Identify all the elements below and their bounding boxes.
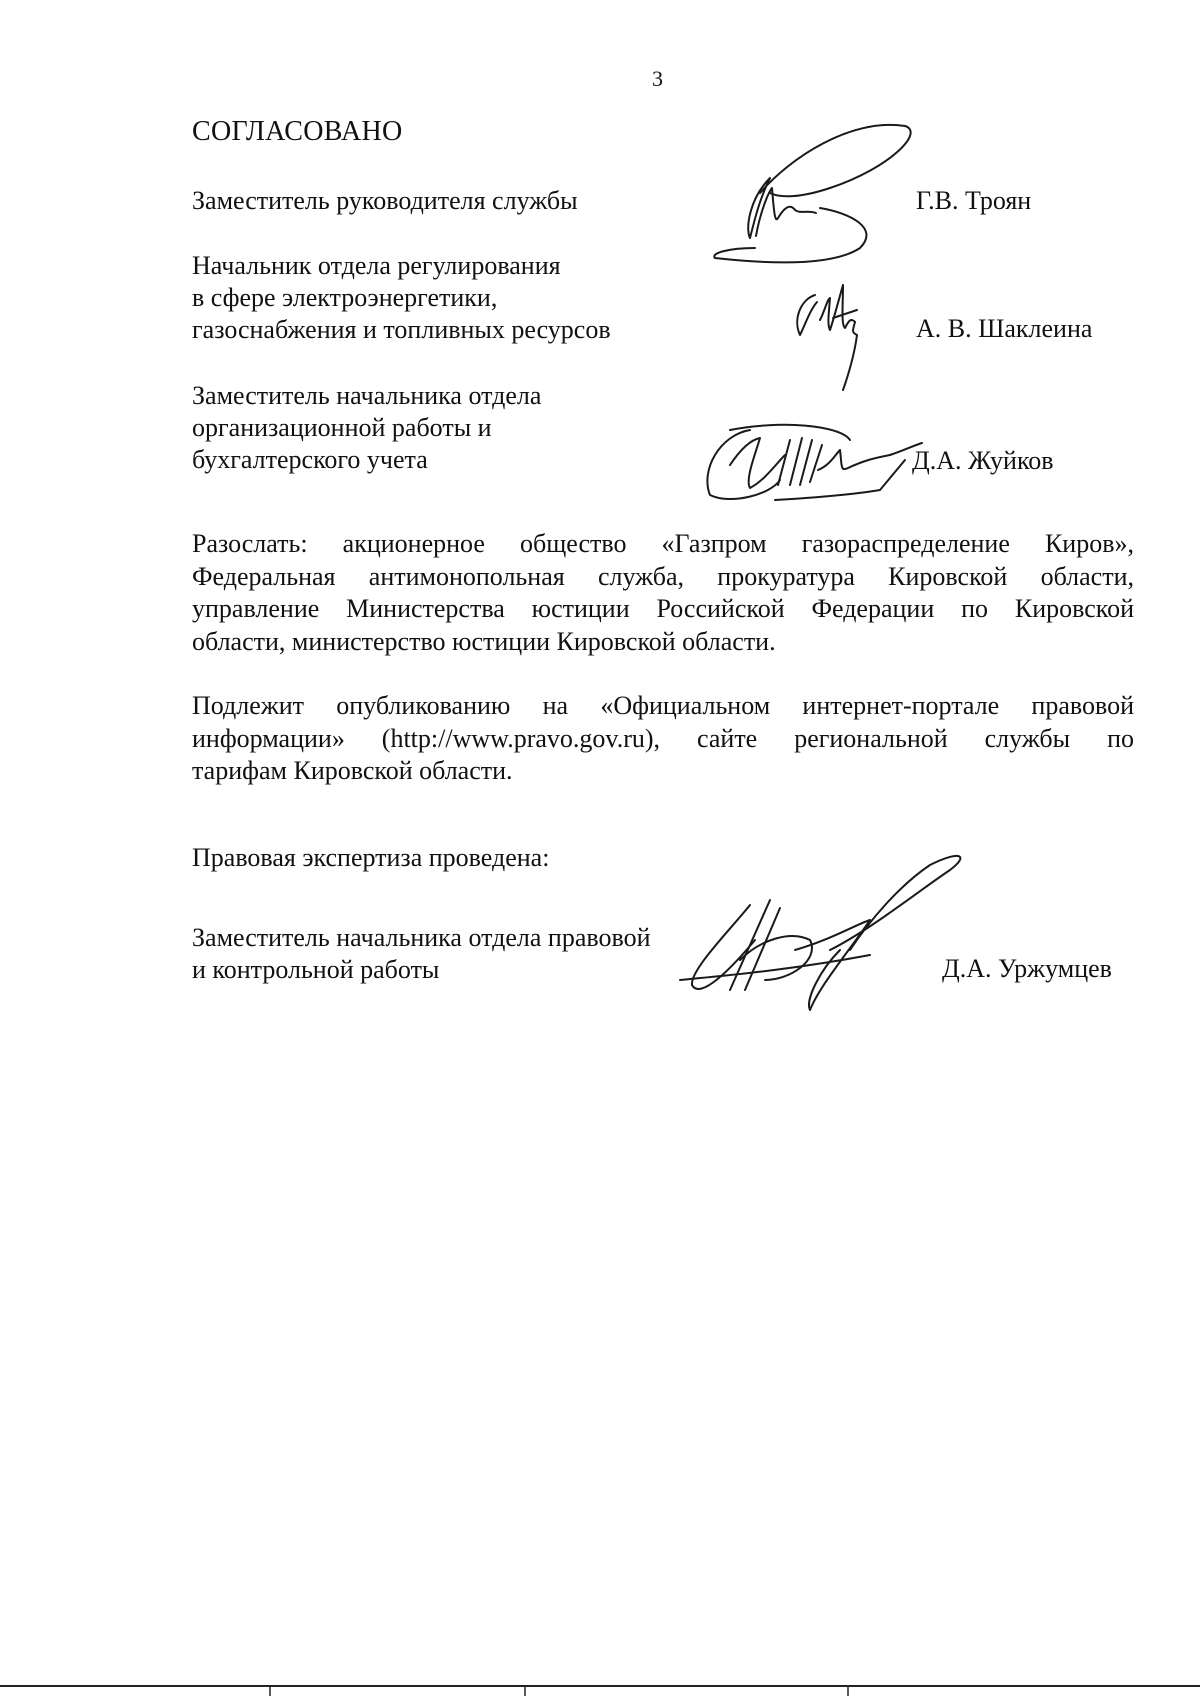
position-line: в сфере электроэнергетики, bbox=[192, 283, 498, 312]
signatory-position bbox=[192, 185, 578, 217]
footer-rule bbox=[0, 1682, 1200, 1698]
signature-zhuikov bbox=[690, 410, 930, 510]
position-line: Заместитель начальника отдела правовой bbox=[192, 923, 651, 952]
signatory-position bbox=[192, 380, 541, 476]
signature-shakleina bbox=[785, 280, 895, 400]
legal-review-name: Д.А. Уржумцев bbox=[942, 954, 1112, 983]
signatory-name: А. В. Шаклеина bbox=[916, 314, 1093, 343]
paragraph-line: области, министерство юстиции Кировской области. bbox=[192, 626, 776, 656]
signatory-position bbox=[192, 250, 611, 346]
position-line: Начальник отдела регулирования bbox=[192, 251, 561, 280]
legal-review-position bbox=[192, 922, 650, 986]
legal-review-title: Правовая экспертиза проведена: bbox=[192, 843, 550, 872]
position-line: газоснабжения и топливных ресурсов bbox=[192, 315, 611, 344]
paragraph-line: Разослать: акционерное общество «Газпром газораспределение Киров», bbox=[192, 529, 1134, 558]
paragraph-line: информации» (http://www.pravo.gov.ru), сайте региональной службы по bbox=[192, 723, 1134, 753]
approval-heading: СОГЛАСОВАНО bbox=[192, 116, 403, 147]
signatory-name: Г.В. Троян bbox=[916, 186, 1032, 215]
page-number: 3 bbox=[652, 66, 663, 91]
paragraph-line: Федеральная антимонопольная служба, прокуратура Кировской области, bbox=[192, 561, 1134, 591]
signatory-name: Д.А. Жуйков bbox=[912, 446, 1054, 475]
signature-urzhumtsev bbox=[670, 850, 980, 1020]
position-line: организационной работы и bbox=[192, 413, 492, 442]
position-line: Заместитель руководителя службы bbox=[192, 186, 578, 215]
signature-troyan bbox=[700, 118, 920, 278]
publication-paragraph bbox=[192, 690, 1134, 788]
distribution-paragraph bbox=[192, 528, 1134, 658]
paragraph-line: управление Министерства юстиции Российской Федерации по Кировской bbox=[192, 594, 1134, 623]
position-line: бухгалтерского учета bbox=[192, 445, 428, 474]
position-line: и контрольной работы bbox=[192, 955, 440, 984]
position-line: Заместитель начальника отдела bbox=[192, 381, 542, 410]
paragraph-line: тарифам Кировской области. bbox=[192, 756, 513, 785]
paragraph-line: Подлежит опубликованию на «Официальном интернет-портале правовой bbox=[192, 691, 1134, 720]
